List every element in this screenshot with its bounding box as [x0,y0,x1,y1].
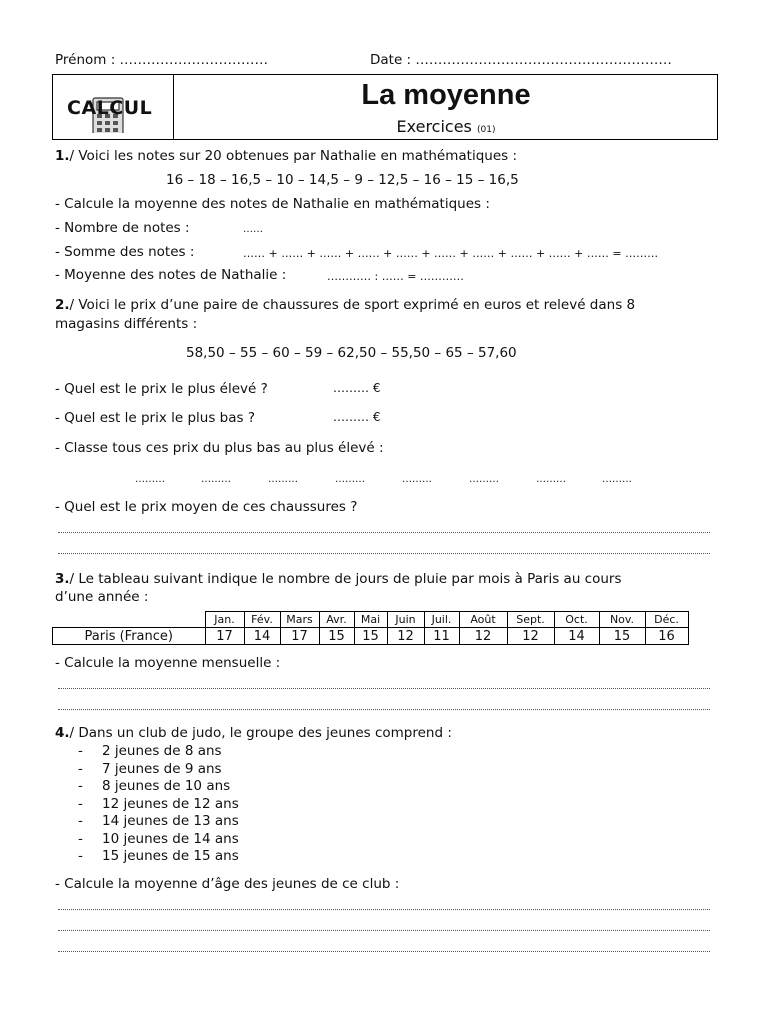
ex4-question-1: - Calcule la moyenne d’âge des jeunes de ce club : [55,876,400,892]
month-header: Nov. [599,612,645,628]
list-item-text: 10 jeunes de 14 ans [102,830,239,847]
ex2-question-4: - Quel est le prix moyen de ces chaussures ? [55,499,358,515]
subtitle-number: (01) [476,125,496,135]
ex1-intro-text: / Voici les notes sur 20 obtenues par Nathalie en mathématiques : [69,148,518,164]
ex2-question-1: - Quel est le prix le plus élevé ? [55,381,268,397]
ex3-number: 3. [55,571,70,587]
page-title: La moyenne [361,79,531,111]
ex2-answer-1: ……… € [333,381,381,395]
price-slot: ……… [602,474,632,485]
table-cell: 15 [319,628,354,645]
ex2-intro [55,297,635,313]
month-header: Mars [280,612,319,628]
ex2-intro-text: / Voici le prix d’une paire de chaussures de sport exprimé en euros et relevé dans 8 [69,297,636,313]
answer-line [58,532,710,533]
table-cell: 11 [424,628,459,645]
table-cell: 17 [280,628,319,645]
table-cell: 12 [387,628,424,645]
price-slot: ……… [335,474,365,485]
table-cell: 14 [554,628,599,645]
list-item: - 10 jeunes de 14 ans [78,830,239,847]
ex1-answer-2: …… [243,224,263,235]
ex2-intro-2: magasins différents : [55,316,198,332]
list-item: - 2 jeunes de 8 ans [78,743,222,759]
date-field: Date : ………………………………………………… [370,52,672,68]
price-slot: ……… [469,474,499,485]
ex1-question-1: - Calcule la moyenne des notes de Nathalie en mathématiques : [55,196,490,212]
month-header: Déc. [645,612,688,628]
table-cell: 14 [244,628,280,645]
list-item: - 7 jeunes de 9 ans [78,760,222,777]
ex2-answer-2: ……… € [333,410,381,424]
month-header: Juin [387,612,424,628]
table-corner [53,612,206,628]
table-cell: 16 [645,628,688,645]
rain-table-row [53,628,689,645]
price-slot: ……… [201,474,231,485]
ex4-intro-text: / Dans un club de judo, le groupe des jeunes comprend : [69,725,452,741]
ex2-question-2: - Quel est le prix le plus bas ? [55,410,255,426]
ex1-intro [55,148,517,164]
list-item: - 12 jeunes de 12 ans [78,795,239,812]
month-header: Juil. [424,612,459,628]
subtitle-text: Exercices [396,117,472,136]
month-header: Août [459,612,507,628]
month-header: Oct. [554,612,599,628]
list-item-text: 7 jeunes de 9 ans [102,760,222,777]
answer-line [58,909,710,910]
ex3-intro [55,571,622,587]
ex3-question-1: - Calcule la moyenne mensuelle : [55,655,281,671]
title-box [52,74,718,140]
ex3-intro-text: / Le tableau suivant indique le nombre de jours de pluie par mois à Paris au cours [69,571,622,587]
ex1-number: 1. [55,148,70,164]
judo-list [78,743,239,866]
ex1-question-4: - Moyenne des notes de Nathalie : [55,267,287,283]
page-subtitle [173,117,719,136]
price-slot: ……… [536,474,566,485]
ex2-question-3: - Classe tous ces prix du plus bas au plus élevé : [55,440,384,456]
list-item-text: 2 jeunes de 8 ans [102,743,222,759]
ex1-answer-4: ………… : …… = ………… [327,270,464,283]
list-item-text: 12 jeunes de 12 ans [102,795,239,812]
table-cell: 12 [507,628,554,645]
table-cell: 15 [354,628,387,645]
ex4-intro [55,725,452,741]
answer-line [58,930,710,931]
month-header: Fév. [244,612,280,628]
list-item: - 14 jeunes de 13 ans [78,813,239,829]
ex1-question-2: - Nombre de notes : [55,220,190,236]
ex3-intro-2: d’une année : [55,589,149,605]
rain-table-header [53,612,689,628]
table-cell: 17 [205,628,244,645]
prenom-field: Prénom : …………………………… [55,52,269,68]
answer-line [58,709,710,710]
row-label: Paris (France) [53,628,206,645]
price-slot: ……… [268,474,298,485]
month-header: Jan. [205,612,244,628]
rain-table [52,611,689,645]
answer-line [58,951,710,952]
ex1-answer-3: …… + …… + …… + …… + …… + …… + …… + …… + …… + …… = ……… [243,247,659,260]
ex1-notes: 16 – 18 – 16,5 – 10 – 14,5 – 9 – 12,5 – 16 – 15 – 16,5 [166,172,519,188]
table-cell: 15 [599,628,645,645]
list-item: - 8 jeunes de 10 ans [78,778,231,794]
list-item-text: 15 jeunes de 15 ans [102,848,239,864]
ex4-number: 4. [55,725,70,741]
month-header: Avr. [319,612,354,628]
ex2-number: 2. [55,297,70,313]
price-slot: ……… [402,474,432,485]
month-header: Mai [354,612,387,628]
list-item: - 15 jeunes de 15 ans [78,848,239,864]
ex1-question-3: - Somme des notes : [55,244,195,260]
list-item-text: 8 jeunes de 10 ans [102,778,231,794]
logo-text: CALCUL [67,97,153,119]
ex2-prices: 58,50 – 55 – 60 – 59 – 62,50 – 55,50 – 65 – 57,60 [186,345,517,361]
list-item-text: 14 jeunes de 13 ans [102,813,239,829]
table-cell: 12 [459,628,507,645]
month-header: Sept. [507,612,554,628]
answer-line [58,553,710,554]
price-slot: ……… [135,474,165,485]
answer-line [58,688,710,689]
